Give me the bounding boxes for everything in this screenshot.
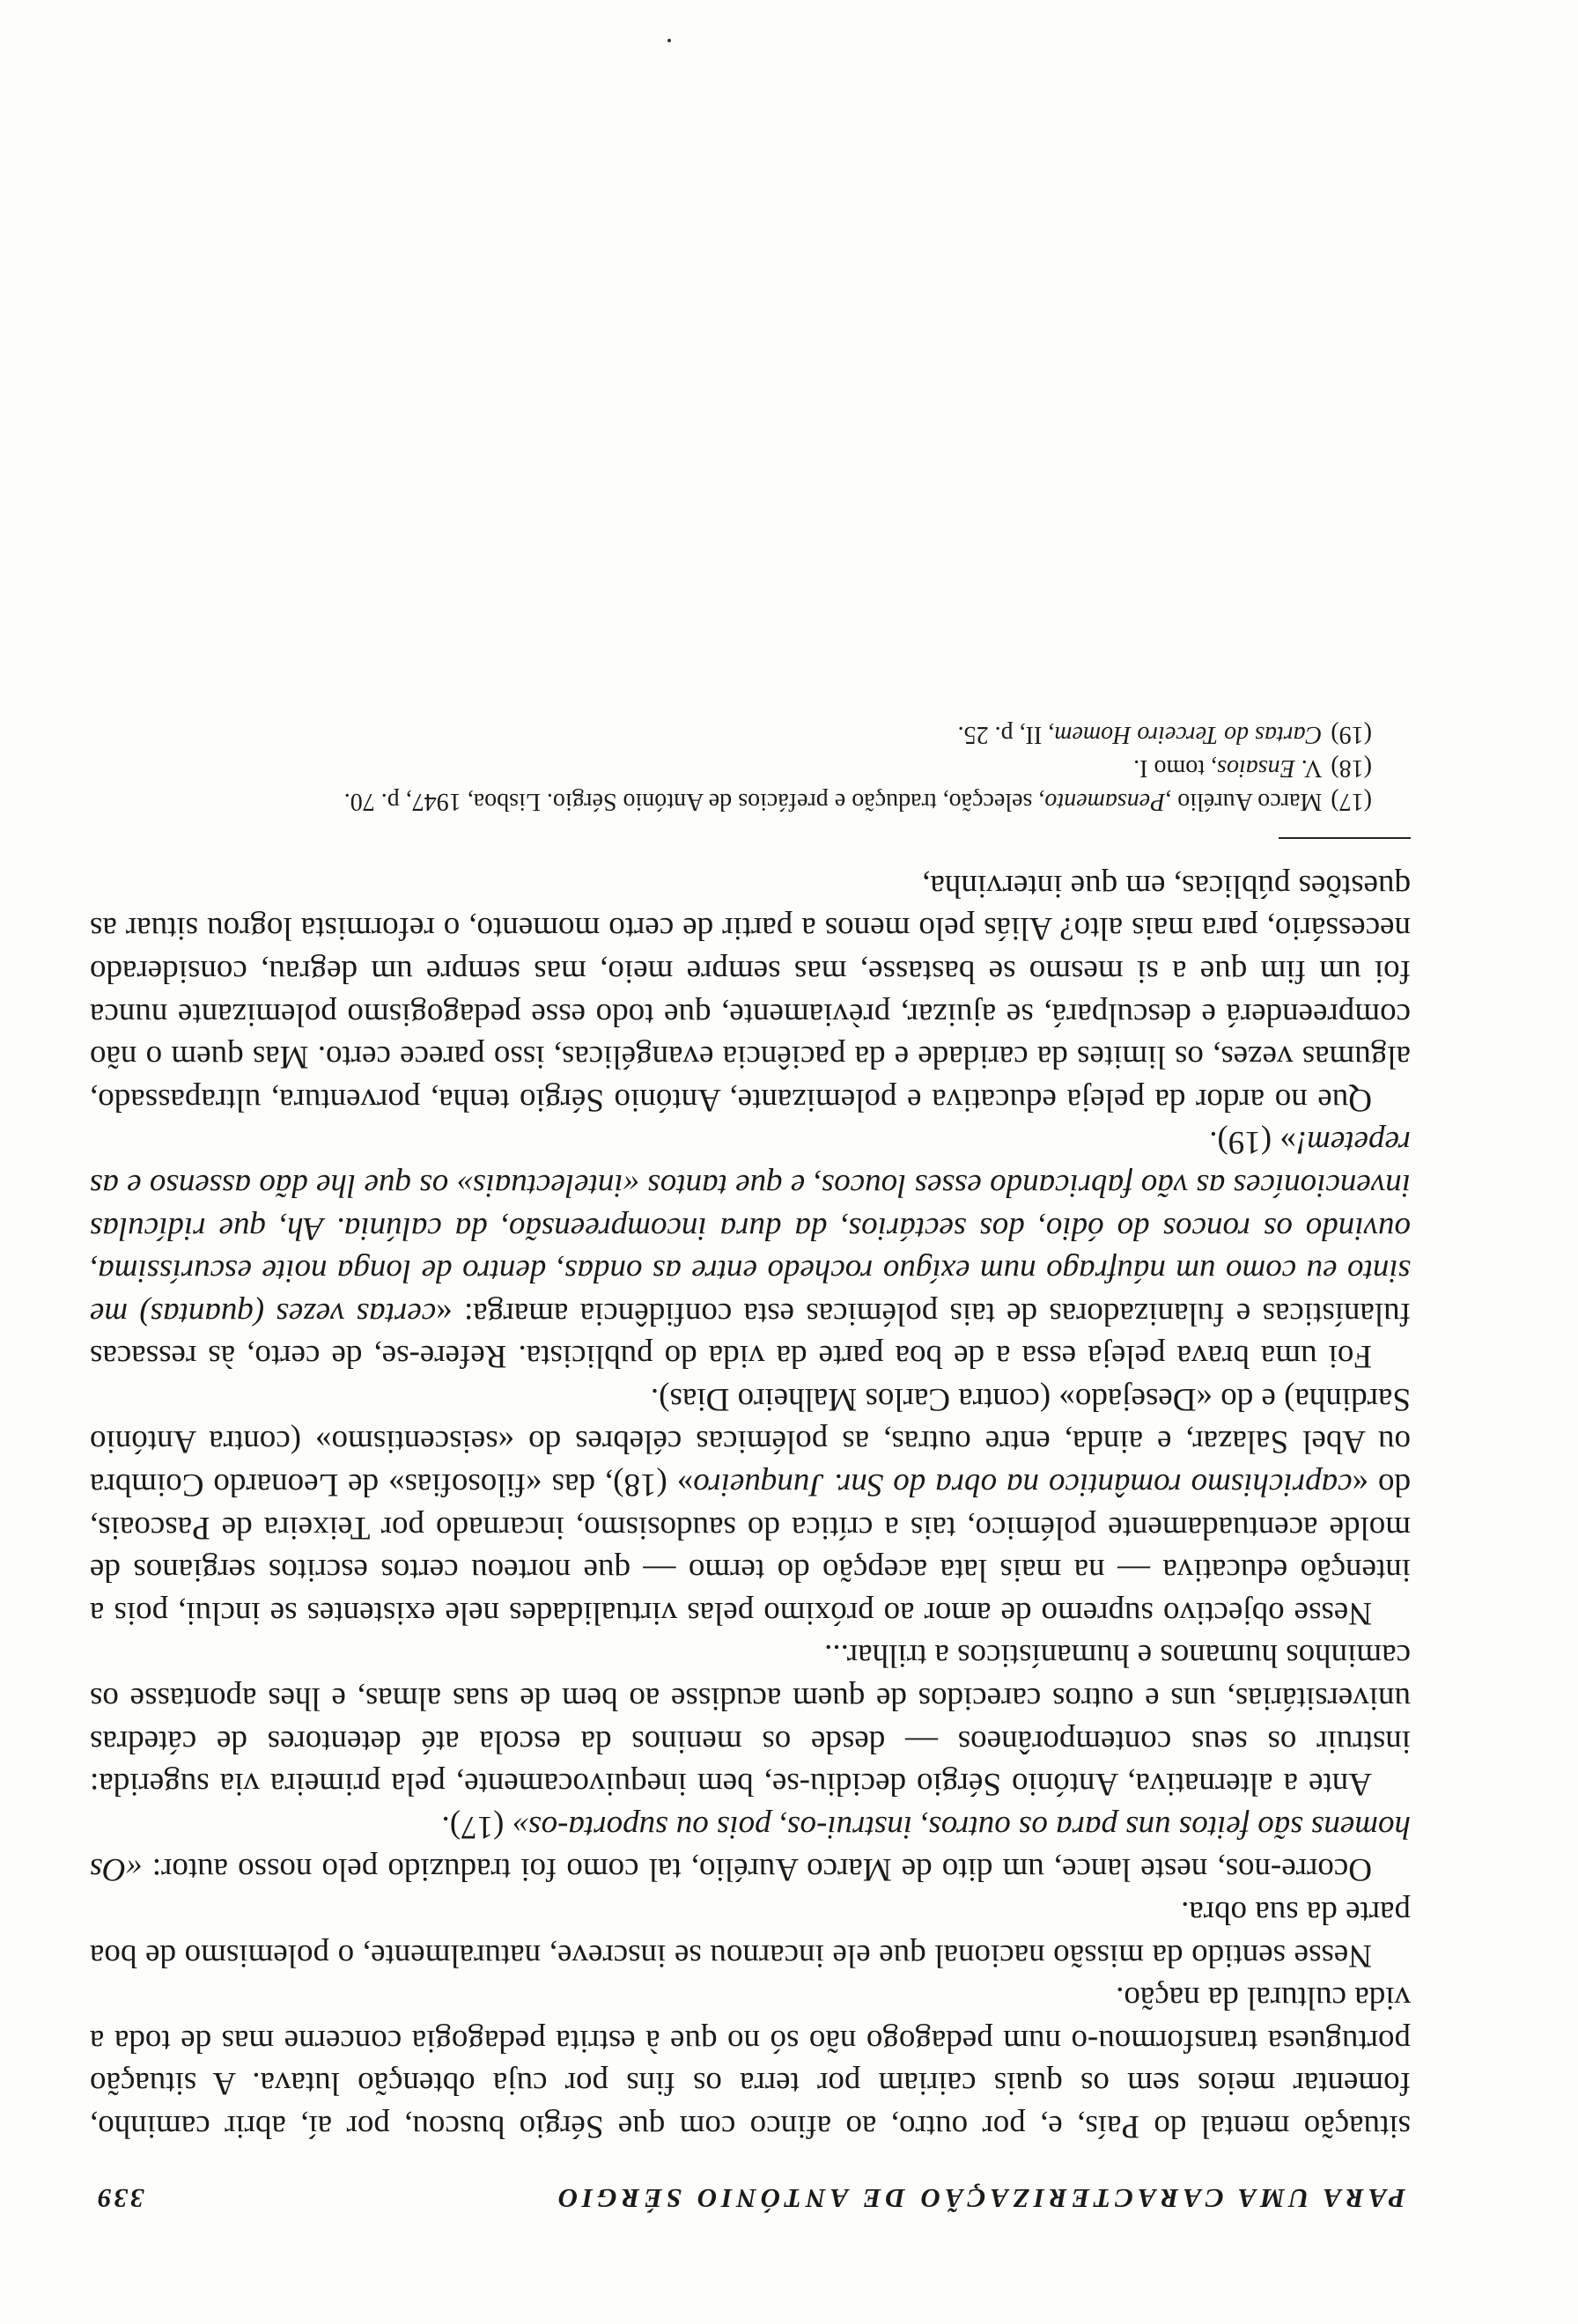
paragraph-2: Nesse sentido da missão nacional que ele incarnou se inscreve, naturalmente, o polemismo de boa parte da sua obra. xyxy=(90,1894,1411,1974)
body-text xyxy=(90,864,1411,2147)
paragraph-6-text: Foi uma brava peleja essa a de boa parte da vida do publicista. Refere-se, de certo, às ressacas fulanísticas e fulanizadoras de tais polémicas esta confidência amarga: « xyxy=(90,1295,1411,1375)
footnote-17-number: (17) xyxy=(1331,788,1372,816)
paragraph-5-text: Nesse objectivo supremo de amor ao próximo pelas virtualidades nele existentes se inclui, pois a intenção educativa — na mais lata acepção do termo — que norteou certos escritos sergianos de molde acentuadamente polémico, tais a crítica do saudosismo, incarnado por Teixeira de Pascoais, do « xyxy=(90,1467,1411,1631)
footnote-18 xyxy=(90,751,1411,784)
footnote-18-title: Ensaios xyxy=(1217,754,1295,783)
footnote-ref-17: (17). xyxy=(441,1808,512,1845)
junqueiro-title: caprichismo romântico na obra do Snr. Junqueiro xyxy=(693,1467,1353,1504)
paragraph-3-text: Ocorre-nos, neste lance, um dito de Marco Aurélio, tal como foi traduzido pelo nosso autor: xyxy=(142,1851,1372,1888)
marcus-aurelius-quote: «Os homens são feitos uns para os outros, instrui-os, pois ou suporta-os» xyxy=(90,1808,1411,1888)
page-header xyxy=(90,2147,1411,2214)
footnote-18-number: (18) xyxy=(1331,754,1372,783)
paragraph-1: situação mental do País, e, por outro, ao afinco com que Sérgio buscou, por aí, abrir caminho, fomentar meios sem os quais cairiam por terra os fins por cuja obtenção lutava. A situação portuguesa transformou-o num pedagogo não só no que à estrita pedagogia concerne mas de toda a vida cultural da nação. xyxy=(90,1980,1411,2144)
paragraph-5-rest: » (18), das «filosofias» de Leonardo Coimbra ou Abel Salazar, e ainda, entre outras, as polémicas célebres do «seiscentismo» (contra António Sardinha) e do «Desejado» (contra Carlos Malheiro Dias). xyxy=(90,1380,1411,1504)
footnote-18-prefix: V. xyxy=(1294,754,1323,783)
footnote-rule xyxy=(1279,837,1411,839)
footnote-18-rest: , tomo I. xyxy=(1133,754,1218,783)
paragraph-7: Que no ardor da peleja educativa e polemizante, António Sérgio tenha, porventura, ultrapassado, algumas vezes, os limites da caridade e da paciência evangélicas, isso parece certo. Mas quem o não compreenderá e desculpará, se ajuizar, prèviamente, que todo esse pedagogismo polemizante nunca foi um fim que a si mesmo se bastasse, mas sempre meio, mas sempre um degrau, considerado necessário, para mais alto? Aliás pelo menos a partir de certo momento, o reformista logrou situar as questões públicas, em que intervinha, xyxy=(90,867,1411,1118)
footnote-19 xyxy=(90,717,1411,751)
footnote-19-number: (19) xyxy=(1331,721,1372,749)
footnotes xyxy=(90,717,1411,818)
paragraph-3 xyxy=(90,1805,1411,1890)
footnote-17-rest: , selecção, tradução e prefácios de António Sérgio. Lisboa, 1947, p. 70. xyxy=(343,788,1045,816)
footnote-17-author: Marco Aurélio , xyxy=(1165,788,1323,816)
paragraph-4: Ante a alternativa, António Sérgio decidiu-se, bem inequivocamente, pela primeira via sugerida: instruir os seus contemporâneos — desde os meninos da escola até detentores de cátedras universitárias, uns e outros carecidos de quem acudisse ao bem de suas almas, e lhes apontasse os caminhos humanos e humanísticos a trilhar... xyxy=(90,1637,1411,1803)
page-content xyxy=(90,717,1411,2214)
footnote-17-title: Pensamento xyxy=(1044,788,1166,816)
paragraph-6 xyxy=(90,1121,1411,1378)
footnote-17 xyxy=(90,784,1411,818)
footnote-ref-19: » (19). xyxy=(1209,1124,1296,1161)
footnote-19-title: Cartas do Terceiro Homem xyxy=(1054,721,1323,749)
scan-speck xyxy=(667,39,671,42)
paragraph-5 xyxy=(90,1377,1411,1634)
running-title: PARA UMA CARACTERIZAÇÃO DE ANTÓNIO SÉRGIO xyxy=(553,2183,1405,2214)
bitter-confidence-quote: certas vezes (quantas) me sinto eu como um náufrago num exíguo rochedo entre as ondas, dentro de longa noite escuríssima, ouvindo os roncos do ódio, dos sectários, da dura incompreensão, da calúnia. Ah, que ridículas invencioníces as vão fabricando esses loucos, e que tantos «intelectuais» os que lhe dão assenso e as repetem! xyxy=(90,1124,1411,1332)
footnote-19-rest: , II, p. 25. xyxy=(957,721,1055,749)
page-number: 339 xyxy=(95,2183,144,2214)
